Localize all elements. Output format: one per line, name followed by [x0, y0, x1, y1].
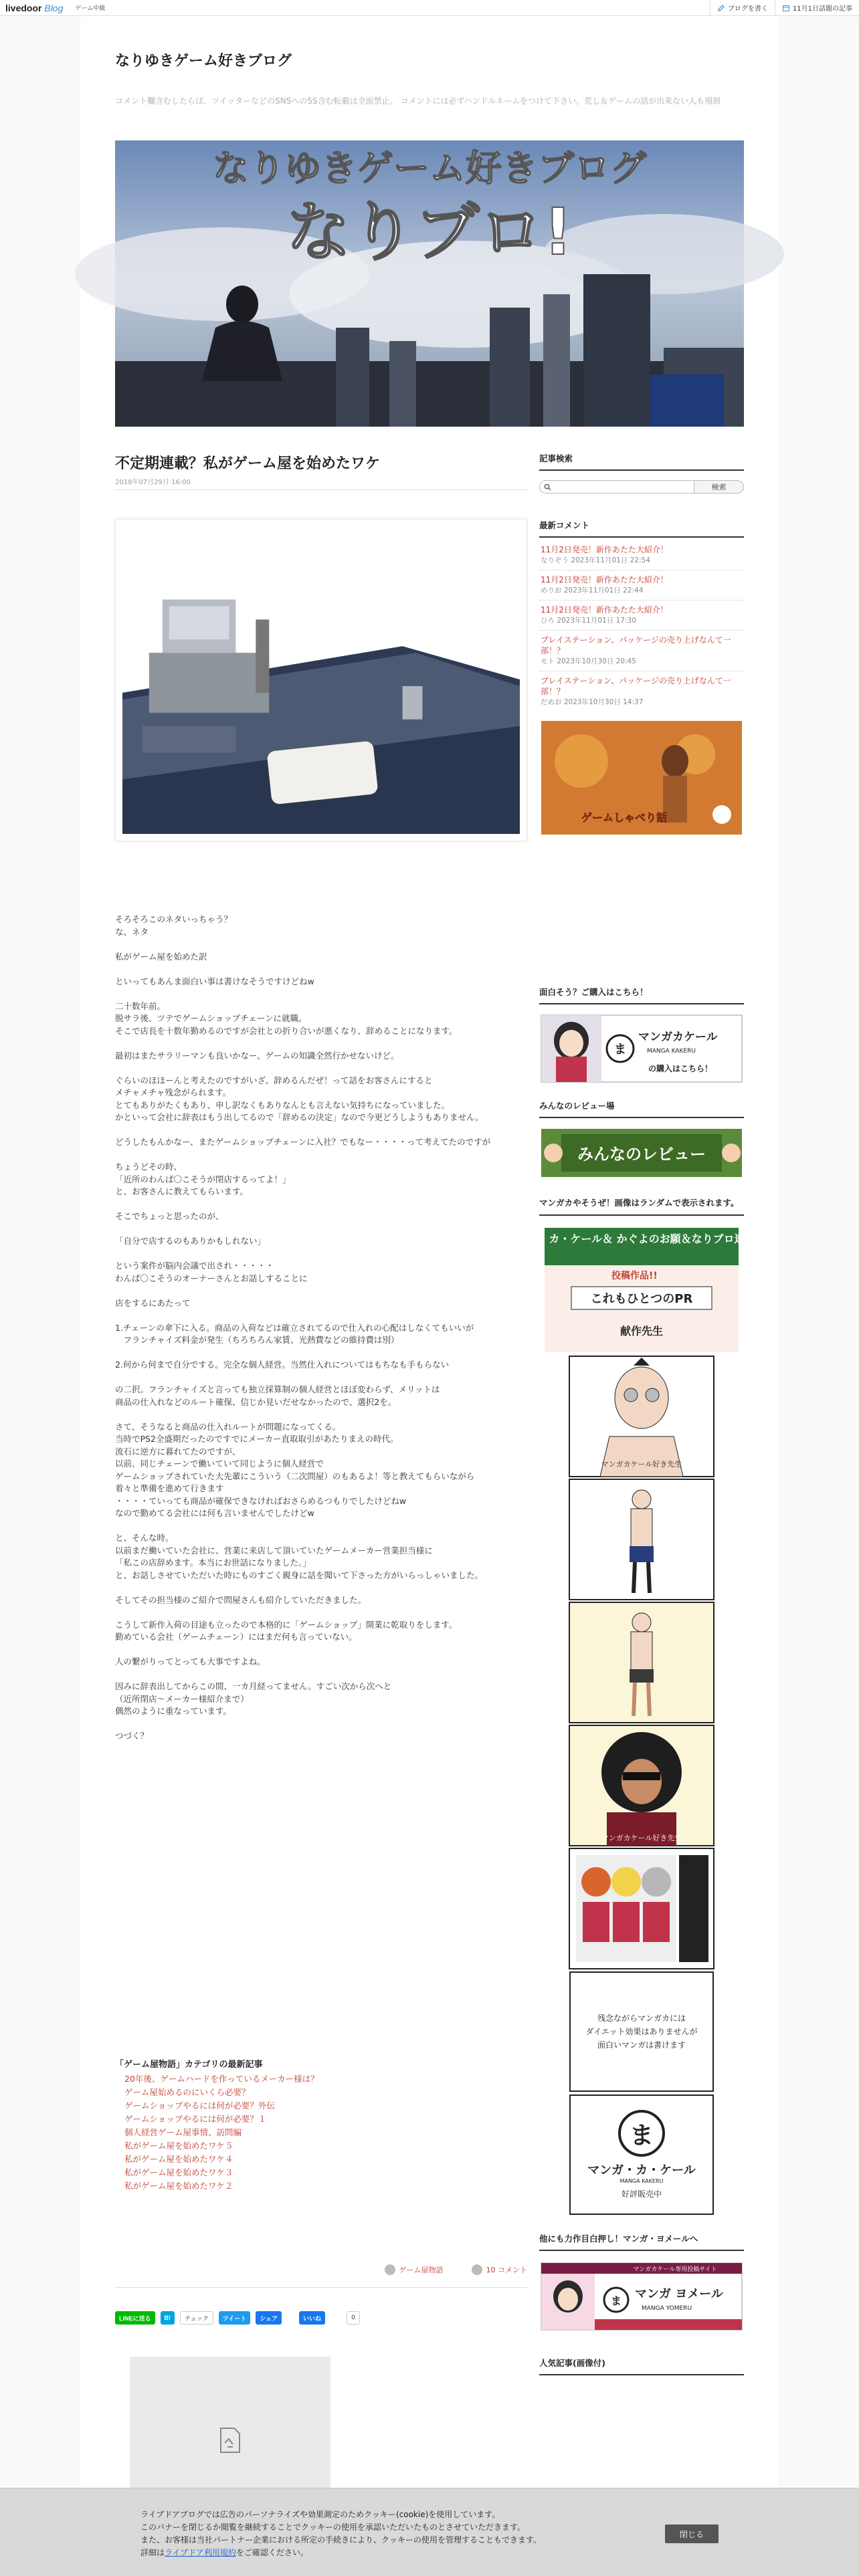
manga-panel-2[interactable] — [569, 1479, 714, 1600]
paragraph: ちょうどその時、 「近所のわんぱ〇こそうが閉店するってよ！」 と、お客さんに教えてもらいます。 — [115, 1162, 291, 1196]
svg-text:ま: ま — [614, 1043, 626, 1057]
article-photo — [115, 519, 527, 841]
related-link[interactable]: 私がゲーム屋を始めたワケ４ — [124, 2154, 233, 2164]
manga-yomeru-banner[interactable] — [541, 2263, 742, 2330]
paragraph: 因みに辞表出してからこの間、一カ月経ってません。すごい次から次へと （近所閉店〜メーカー様紹介まで） 偶然のように重なっています。 — [115, 1681, 392, 1716]
category-link[interactable]: ゲーム屋物語 — [399, 2266, 444, 2274]
related-link[interactable]: 私がゲーム屋を始めたワケ５ — [124, 2141, 233, 2151]
article-date: 2018年07月29日 16:00 — [115, 479, 191, 486]
cookie-banner — [0, 2488, 859, 2576]
banner-title-line1: なりゆきゲーム好きブログ — [213, 147, 646, 189]
paragraph: 二十数年前。 脱サラ後、ツテでゲームショップチェーンに就職。 そこで店長を十数年勤めるのですが会社との折り合いが悪くなり、辞めることになります。 — [115, 1000, 458, 1036]
cookie-text-3: また、お客様は当社パートナー企業における所定の手続きにより、クッキーの使用を管理することもできます。 — [140, 2535, 542, 2545]
manga-logo-icon: ま — [618, 2110, 665, 2157]
write-blog-button[interactable]: ブログを書く — [710, 0, 775, 16]
line-share-button[interactable]: LINEに送る — [115, 2311, 155, 2325]
yomeru-top: マンガカケール専用投稿サイト — [633, 2266, 717, 2273]
mixi-check-button[interactable]: チェック — [180, 2311, 213, 2325]
comment-meta: ひろ 2023年11月01日 17:30 — [541, 617, 636, 625]
manga-panel-1[interactable] — [569, 1356, 714, 1477]
pencil-icon — [717, 4, 725, 12]
comment-link[interactable]: プレイステーション、パッケージの売り上げなんて一部！？ — [541, 676, 731, 696]
paragraph: さて、そうなると商品の仕入れルートが問題になってくる。 当時でPS2全盛期だったのですでにメーカー直取取引があたりまえの時代。 流石に逆方に暮れてたのですが、 以前、同じチェーンで働いていて同じように個人経営で ゲームショップされていた大先輩にこういう（二次問屋）のもあるよ！等と教えてもらいながら 着々と準備を進めて行きます ・・・・ていっても商品が確保できなければおさらめるつもりでしたけどねw なので勤めてる会社には何も言いませんでしたけどw — [115, 1421, 475, 1518]
paragraph: 1.チェーンの傘下に入る。商品の入荷などは確立されてるので仕入れの心配はしなくてもいいが フランチャイズ料金が発生（ちろちろん家賃、光熱費などの維持費は別） — [115, 1322, 474, 1345]
manga-panel-3[interactable] — [569, 1602, 714, 1723]
list-item — [539, 671, 744, 712]
comment-meta: だめお 2023年10月30日 14:37 — [541, 698, 644, 706]
banner-image — [115, 140, 744, 427]
related-link[interactable]: 20年後、ゲームハードを作っているメーカー様は？ — [124, 2074, 319, 2084]
cookie-close-button[interactable]: 閉じる — [665, 2525, 719, 2543]
paragraph: どうしたもんかなー、またゲームショップチェーンに入社？でもなー・・・・って考えてたのですが — [115, 1137, 491, 1147]
buy-heading: 面白そう？ご購入はこちら！ — [539, 986, 744, 1004]
article-title[interactable]: 不定期連載？私がゲーム屋を始めたワケ — [115, 455, 381, 472]
paragraph: 私がゲーム屋を始めた訳 — [115, 951, 207, 962]
comment-link[interactable]: 11月2日発売！新作あたた大紹介！ — [541, 605, 668, 615]
panel-caption: マンガカケール好き先生 — [601, 1460, 682, 1469]
comments-heading: 最新コメント — [539, 519, 744, 538]
panel-text: 残念ながらマンガカには ダイエット効果はありませんが 面白いマンガは書けます — [585, 2014, 698, 2050]
comments-link[interactable]: 10 コメント — [486, 2266, 527, 2274]
related-link[interactable]: ゲームショップやるには何が必要？外伝 — [124, 2101, 275, 2111]
review-heading: みんなのレビュー場 — [539, 1099, 744, 1118]
folder-icon — [385, 2264, 395, 2275]
paragraph: ぐらいのほほーんと考えたのですがいざ、辞めるんだぜ！って話をお客さんにすると メチャメチャ残念がられます。 とてもありがたくもあり、申し訳なくもありなんとも言えない気持ちになっていました。 かといって会社に辞表はもう出してるので「辞めるの決定」なので今更どうしようもありません。 — [115, 1075, 484, 1122]
blog-description: コメント欄含むしたらば、ツイッターなどのSNSへの5S含む転載は全面禁止。 コメントには必ずハンドルネームをつけて下さい。荒し＆ゲームの話が出来ない人も規制 — [115, 96, 721, 106]
manga-panel-4[interactable] — [569, 1725, 714, 1846]
broken-image-icon — [218, 2427, 242, 2454]
svg-text:ま: ま — [610, 2294, 622, 2307]
related-link[interactable]: 私がゲーム屋を始めたワケ３ — [124, 2167, 233, 2177]
logo-text: マンガ・カ・ケール — [587, 2163, 696, 2177]
search-heading: 記事検索 — [539, 452, 744, 471]
paragraph: といってもあんま面白い事は書けなそうですけどねw — [115, 976, 314, 986]
pocket-count[interactable]: 0 — [347, 2311, 360, 2325]
divider — [115, 2287, 527, 2288]
related-heading: 「ゲーム屋物語」カテゴリの最新記事 — [115, 2060, 263, 2070]
logo-sub: MANGA KAKERU — [619, 2178, 664, 2184]
related-link[interactable]: 個人経営ゲーム屋事情、訪問編 — [124, 2127, 242, 2137]
related-link[interactable]: ゲーム屋始めるのにいくら必要？ — [124, 2087, 250, 2097]
review-banner[interactable] — [541, 1129, 742, 1177]
list-item — [539, 540, 744, 570]
tweet-button[interactable]: ツイート — [219, 2311, 251, 2325]
manga-buy-text: の購入はこちら！ — [648, 1064, 713, 1073]
share-buttons — [115, 2311, 360, 2325]
banner-title-line2: なりブロ! — [286, 195, 573, 270]
cookie-text-1: ライブドアブログでは広告のパーソナライズや効果測定のためクッキー(cookie)を使用しています。 — [140, 2510, 500, 2519]
comment-link[interactable]: 11月2日発売！新作あたた大紹介！ — [541, 545, 668, 554]
manga-panel-5[interactable] — [569, 1848, 714, 1969]
comment-link[interactable]: プレイステーション、パッケージの売り上げなんて一部！？ — [541, 635, 731, 655]
blog-page — [80, 16, 779, 2576]
counter-register-image — [122, 526, 520, 834]
search-form — [539, 480, 744, 494]
paragraph: の二択。フランチャイズと言っても独立採算制の個人経営とほぼ変わらず、メリットは 商品の仕入れなどのルート確保、信じか見いだせなかったので、選択2を。 — [115, 1384, 440, 1407]
contest-pr: これもひとつのPR — [590, 1292, 693, 1306]
promo-banner[interactable] — [541, 721, 742, 835]
paragraph: 人の繋がりってとっても大事ですよね。 — [115, 1656, 266, 1667]
list-item — [539, 601, 744, 631]
paragraph: こうして新作入荷の目途も立ったので本格的に「ゲームショップ」開業に乾取りをします。 勤めている会社（ゲームチェーン）にはまだ何も言っていない。 — [115, 1619, 458, 1642]
search-button[interactable]: 検索 — [694, 480, 744, 494]
paragraph: 2.何から何まで自分でする。完全な個人経営。当然仕入れについてはもちなも手もらない — [115, 1360, 450, 1370]
facebook-share-button[interactable]: シェア — [256, 2311, 282, 2325]
paragraph: 「自分で店するのもありかもしれない」 — [115, 1236, 266, 1246]
comment-meta: めりお 2023年11月01日 22:44 — [541, 586, 644, 595]
paragraph: 店をするにあたって — [115, 1297, 191, 1308]
recent-comments — [539, 540, 744, 712]
yomeru-en: MANGA YOMERU — [642, 2305, 692, 2312]
promo-label: ゲームしゃべり話 — [581, 811, 668, 824]
search-input[interactable] — [539, 480, 694, 494]
list-item — [539, 570, 744, 601]
blog-title[interactable]: なりゆきゲーム好きブログ — [115, 53, 292, 70]
paragraph: という案件が脳内会議で出され・・・・・ わんぱ〇こそうのオーナーさんとお話しすることに — [115, 1261, 308, 1283]
panel-caption: マンガカケール好き先生 — [601, 1834, 682, 1842]
article-meta-row — [115, 2264, 527, 2275]
facebook-like-button[interactable]: いいね — [299, 2311, 325, 2325]
manga-kakeru-buy-banner[interactable] — [541, 1015, 742, 1082]
global-header — [0, 0, 859, 16]
article-body — [115, 914, 527, 1755]
paragraph: そろそろこのネタいっちゃう？ な、ネタ — [115, 914, 233, 937]
manga-kakeru-logo-panel[interactable] — [569, 2095, 714, 2215]
hatena-bookmark-button[interactable]: B! — [161, 2311, 175, 2325]
yomeru-heading: 他にも力作目白押し！マンガ・ヨメールへ — [539, 2232, 744, 2251]
random-heading: マンガカやそうぜ！画像はランダムで表示されます。 — [539, 1197, 744, 1216]
comment-meta: モト 2023年10月30日 20:45 — [541, 657, 636, 665]
contest-title: マンガ・カ・ケール＆ かぐよのお願＆なりブロ連動企画 — [506, 1232, 777, 1245]
related-link[interactable]: 私がゲーム屋を始めたワケ２ — [124, 2181, 233, 2191]
search-icon — [544, 484, 551, 491]
calendar-icon — [782, 4, 790, 12]
contest-sub: 投稿作品!! — [611, 1271, 658, 1281]
paragraph: そしてその担当様のご紹介で問屋さんも紹介していただきました。 — [115, 1594, 367, 1605]
paragraph: そこでちょっと思ったのが、 — [115, 1211, 224, 1221]
daily-news-link[interactable]: 11月1日話題の記事 — [775, 0, 859, 16]
review-text: みんなのレビュー — [577, 1145, 706, 1164]
cookie-text-4: 詳細はライブドア利用規約をご確認ください。 — [140, 2548, 308, 2557]
logo-tag: 好評販売中 — [621, 2189, 662, 2199]
popular-heading: 人気記事(画像付) — [539, 2357, 744, 2375]
paragraph: と、そんな時。 以前まだ働いていた会社に、営業に来店して頂いていたゲームメーカー営業担当様に 「私この店辞めます。本当にお世話になりました。」 と、お話しさせていただいた時にものすごく親身に話を聞いて下さった方がいらっしゃいました。 — [115, 1533, 484, 1580]
list-item — [539, 631, 744, 671]
global-menu-link[interactable]: ゲーム中級 — [75, 5, 106, 12]
comment-link[interactable]: 11月2日発売！新作あたた大紹介！ — [541, 575, 668, 584]
yomeru-title: マンガ ヨメール — [635, 2287, 723, 2301]
contest-banner[interactable] — [506, 1228, 777, 1352]
livedoor-blog-logo[interactable]: livedoor Blog — [5, 2, 64, 13]
manga-brand: マンガカケール — [638, 1031, 718, 1044]
comment-meta: なりぞう 2023年11月01日 22:54 — [541, 556, 650, 564]
terms-link[interactable]: ライブドア利用規約 — [165, 2548, 236, 2557]
blog-banner[interactable] — [115, 140, 744, 427]
paragraph: つづく？ — [115, 1731, 149, 1741]
paragraph: 最初はまたサラリーマンも良いかなー、ゲームの知識全然行かせないけど。 — [115, 1050, 399, 1061]
related-articles — [115, 2057, 527, 2193]
related-link[interactable]: ゲームショップやるには何が必要？１ — [124, 2114, 267, 2124]
manga-brand-en: MANGA KAKERU — [647, 1048, 696, 1055]
comment-icon — [472, 2264, 482, 2275]
contest-author: 献作先生 — [619, 1325, 664, 1337]
manga-panel-6[interactable] — [569, 1971, 714, 2092]
cookie-text-2: このバナーを閉じるか閲覧を継続することでクッキーの使用を承認いただいたものとさせていただきます。 — [140, 2523, 526, 2532]
